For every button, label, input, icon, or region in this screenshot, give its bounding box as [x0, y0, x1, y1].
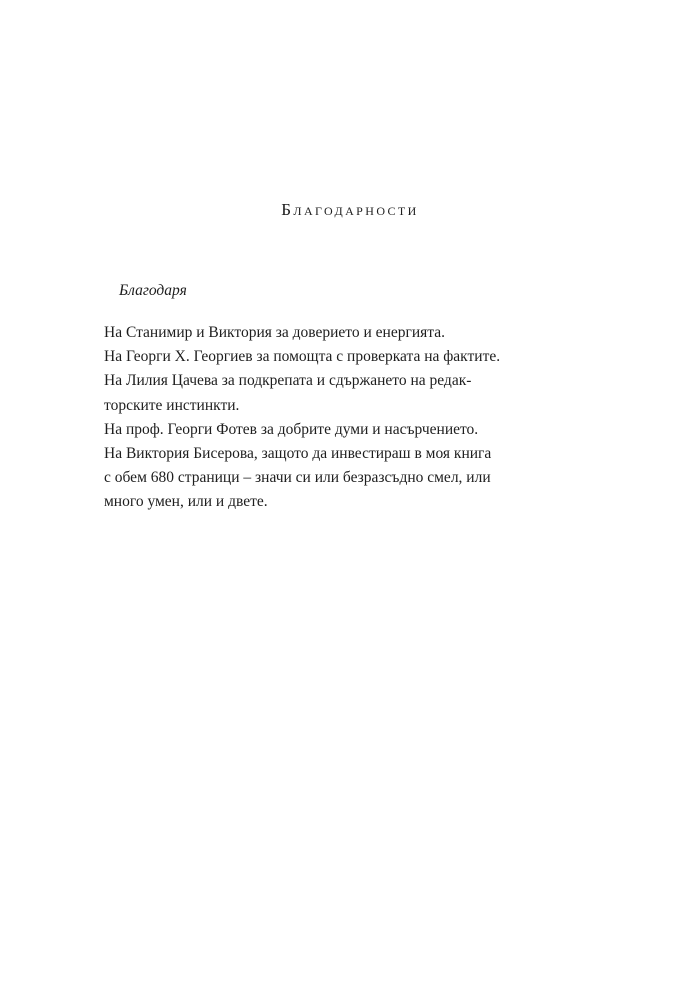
text-line: торските инстинкти.	[104, 396, 240, 414]
text-line: На Лилия Цачева за подкрепата и сдържането на редак-	[104, 372, 472, 390]
page-title: Благодарности	[281, 200, 419, 219]
text-line: с обем 680 страници – значи си или безразсъдно смел, или	[104, 469, 491, 487]
text-line: На проф. Георги Фотев за добрите думи и насърчението.	[104, 420, 479, 438]
text-line: На Станимир и Виктория за доверието и енергията.	[104, 324, 445, 341]
text-line: много умен, или и двете.	[104, 493, 268, 511]
text-line: На Георги Х. Георгиев за помощта с проверката на фактите.	[104, 348, 501, 366]
text-line: На Виктория Бисерова, защото да инвестираш в моя книга	[104, 445, 492, 463]
epigraph: Благодаря	[119, 282, 187, 299]
acknowledgements-text	[104, 321, 604, 515]
